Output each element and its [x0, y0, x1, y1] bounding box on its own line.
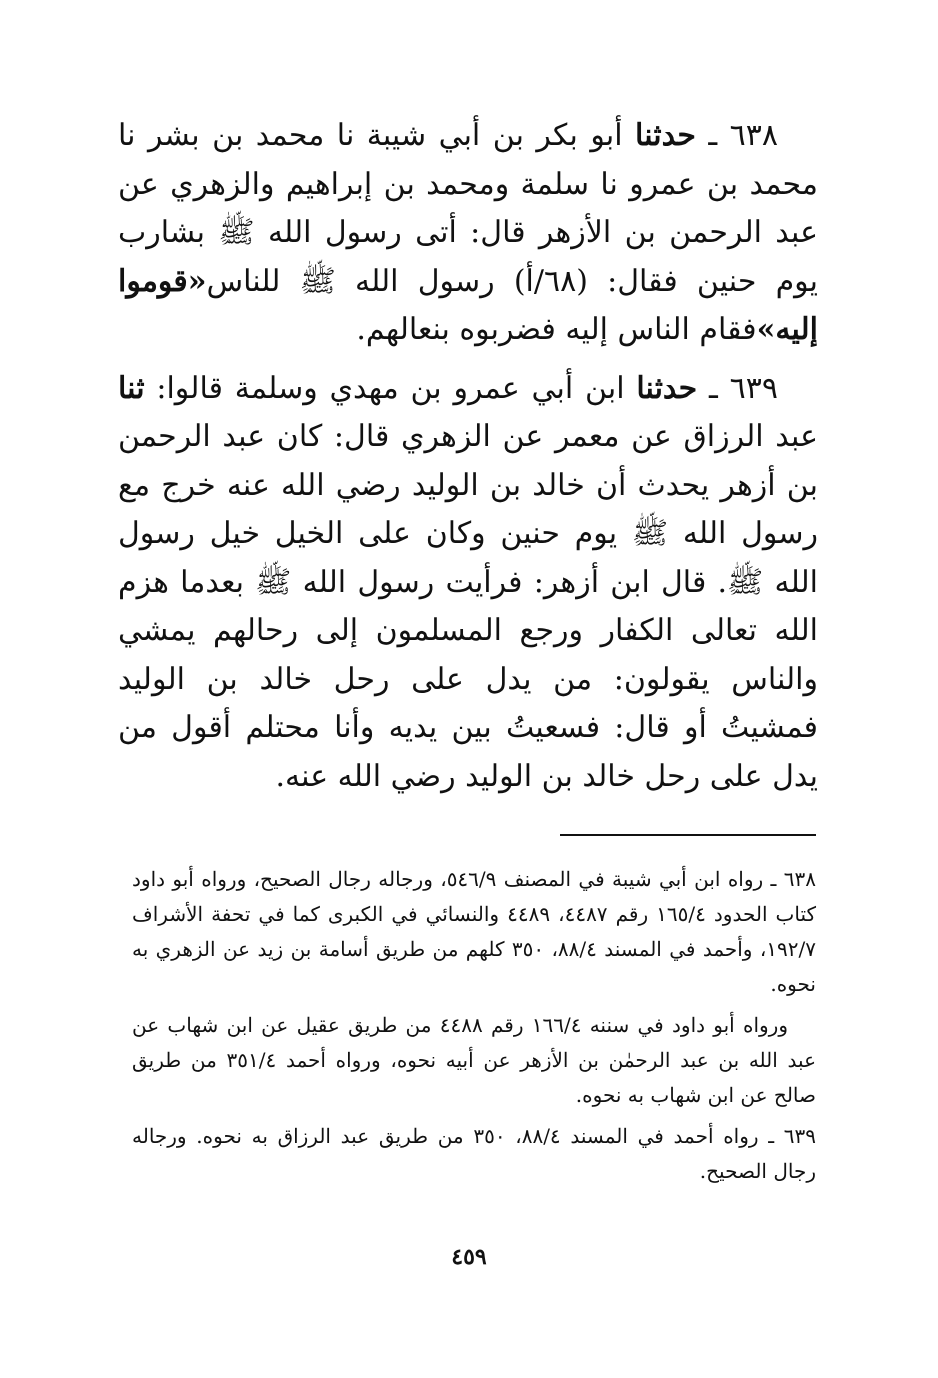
page-number: ٤٥٩	[451, 1244, 487, 1270]
hadith-text: فقام الناس إليه فضربوه بنعالهم.	[356, 312, 757, 347]
footnote-638: ٦٣٨ ـ رواه ابن أبي شيبة في المصنف ٥٤٦/٩، ورجاله رجال الصحيح، ورواه أبو داود كتاب الحدود ١٦٥/٤ رقم ٤٤٨٧، ٤٤٨٩ والنسائي في الكبرى كما في تحفة الأشراف ١٩٢/٧، وأحمد في المسند ٨٨/٤، ٣٥٠ كلهم من طريق أسامة بن زيد عن الزهري به نحوه.	[132, 867, 817, 996]
footnote-639: ٦٣٩ ـ رواه أحمد في المسند ٨٨/٤، ٣٥٠ من طريق عبد الرزاق به نحوه. ورجاله رجال الصحيح.	[132, 1124, 817, 1183]
footnote-separator	[560, 834, 816, 836]
hadith-keyword: حدثنا	[635, 118, 696, 153]
hadith-text: عبد الرزاق عن معمر عن الزهري قال: كان عبد الرحمن بن أزهر يحدث أن خالد بن الوليد رضي الله عنه خرج مع رسول الله ﷺ يوم حنين وكان على الخيل خيل رسول الله ﷺ. قال ابن أزهر: فرأيت رسول الله ﷺ بعدما هزم الله تعالى الكفار ورجع المسلمون إلى رحالهم يمشي والناس يقولون: من يدل على رحل خالد بن الوليد فمشيتُ أو قال: فسعيتُ بين يديه وأنا محتلم أقول من يدل على رحل خالد بن الوليد رضي الله عنه.	[118, 419, 818, 794]
hadith-text: ابن أبي عمرو بن مهدي وسلمة قالوا:	[144, 370, 637, 406]
hadith-keyword-2: ثنا	[118, 370, 145, 406]
hadith-quote: «قوموا إليه»	[118, 263, 818, 347]
footnote-638-continued: ورواه أبو داود في سننه ١٦٦/٤ رقم ٤٤٨٨ من طريق عقيل عن ابن شهاب عن عبد الله بن عبد الرحمٰن بن الأزهر عن أبيه نحوه، ورواه أحمد ٣٥١/٤ من طريق صالح عن ابن شهاب به نحوه.	[132, 1013, 816, 1107]
main-text	[118, 112, 818, 811]
footnotes	[132, 862, 816, 1195]
hadith-text: أبو بكر بن أبي شيبة نا محمد بن بشر نا محمد بن عمرو نا سلمة ومحمد بن إبراهيم والزهري عن عبد الرحمن بن الأزهر قال: أتى رسول الله ﷺ بشارب يوم حنين فقال: (٦٨/أ) رسول الله ﷺ للناس	[118, 118, 818, 299]
hadith-number: ٦٣٨ ـ	[708, 118, 778, 153]
hadith-639	[118, 365, 818, 802]
hadith-keyword: حدثنا	[636, 370, 698, 406]
hadith-638	[118, 112, 818, 355]
hadith-number: ٦٣٩ ـ	[709, 370, 778, 406]
